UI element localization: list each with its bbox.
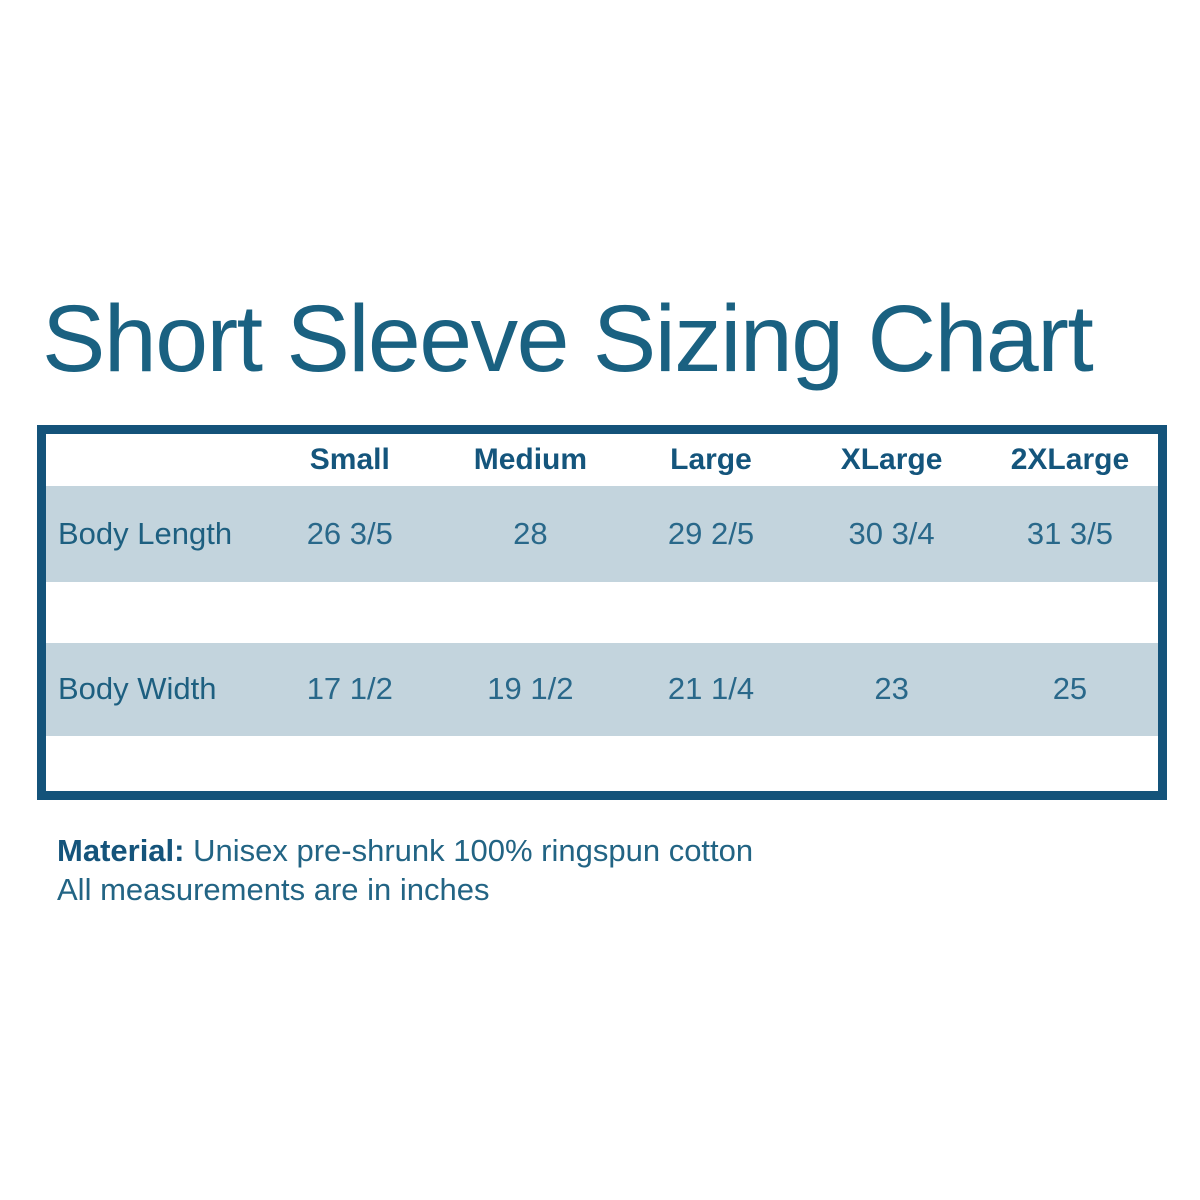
header-xlarge: XLarge xyxy=(840,442,943,476)
material-note xyxy=(57,831,753,870)
body-length-medium: 28 xyxy=(513,515,548,551)
body-width-xlarge: 23 xyxy=(874,671,909,706)
header-empty-cell xyxy=(42,430,260,486)
header-small: Small xyxy=(309,442,390,476)
body-width-2xlarge: 25 xyxy=(1052,671,1088,706)
footnotes xyxy=(57,831,753,909)
material-value: Unisex pre-shrunk 100% ringspun cotton xyxy=(193,833,754,868)
body-length-large: 29 2/5 xyxy=(667,515,755,551)
size-header-row xyxy=(42,430,1163,486)
header-2xlarge: 2XLarge xyxy=(1010,442,1130,476)
body-width-large: 21 1/4 xyxy=(667,671,755,706)
body-length-xlarge: 30 3/4 xyxy=(848,515,935,551)
row-label-body-width: Body Width xyxy=(58,671,217,706)
body-length-2xlarge: 31 3/5 xyxy=(1026,515,1114,551)
measurements-note: All measurements are in inches xyxy=(57,872,490,907)
body-width-small: 17 1/2 xyxy=(306,671,393,706)
table-row-body-length xyxy=(42,486,1163,582)
header-large: Large xyxy=(670,442,752,476)
body-width-medium: 19 1/2 xyxy=(487,671,574,706)
body-length-small: 26 3/5 xyxy=(306,515,393,551)
row-label-body-length: Body Length xyxy=(58,515,233,551)
material-label: Material: xyxy=(57,833,185,868)
bottom-spacer-row xyxy=(42,736,1163,796)
table-row-body-width xyxy=(42,643,1163,736)
sizing-table xyxy=(37,425,1167,800)
spacer-row xyxy=(42,582,1163,643)
header-medium: Medium xyxy=(473,442,588,476)
page-title: Short Sleeve Sizing Chart xyxy=(42,286,1093,392)
